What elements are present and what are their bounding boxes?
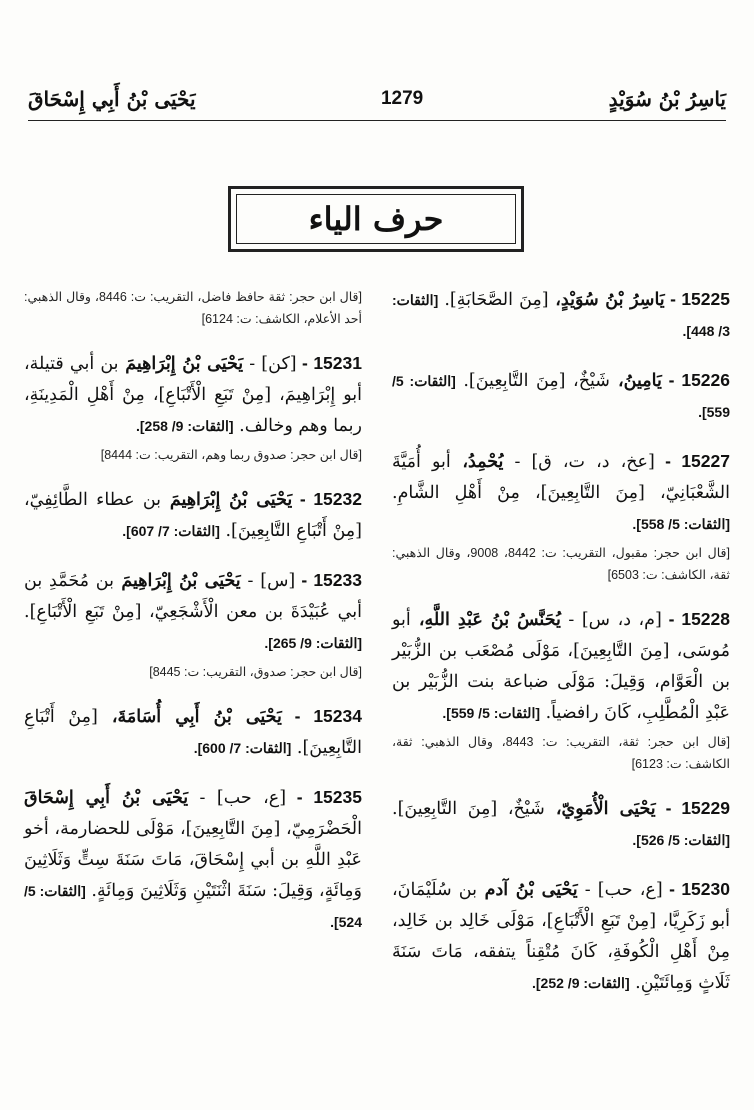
entry-number: 15233 - — [295, 570, 362, 590]
entry-reference: [الثقات: 5/ 559]. — [442, 705, 540, 721]
entry-item — [24, 348, 362, 466]
right-column — [392, 284, 730, 1017]
entry-reference: [الثقات: 9/ 258]. — [135, 418, 234, 434]
header-right-title: يَاسِرُ بْنُ سُوَيْدٍ — [608, 87, 726, 111]
entry-name: يَحْيَى بْنُ إِبْرَاهِيمَ — [161, 490, 293, 510]
running-header — [28, 84, 726, 114]
entry-text: [مِنَ الصَّحَابَةِ]. — [438, 290, 549, 310]
entry-number: 15232 - — [292, 489, 362, 509]
entry-name: يَامِينُ، — [609, 371, 662, 391]
entry-text: بن سُلَيْمَانَ، أبو زَكَرِيَّا، [مِنْ تَبَعِ الْأَتْبَاعِ]، مَوْلَى خَالِد بن خَالِد، مِنْ أَهْلِ الْكُوفَةِ، كَانَ مُتْقِناً يتفقه، مَاتَ سَنَةَ ثَلَاثٍ وَمِائَتَيْنِ. — [392, 880, 730, 993]
entry-reference: [الثقات: 9/ 265]. — [264, 635, 362, 651]
entry-text: بن عطاء الطَّائِفِيّ، [مِنْ أَتْبَاعِ التَّابِعِينَ]. — [24, 490, 362, 541]
entry-name: يُحَنَّسُ بْنُ عَبْدِ اللَّهِ، — [410, 610, 561, 630]
entry-body — [24, 484, 362, 547]
entry-item — [24, 701, 362, 764]
entry-item — [24, 286, 362, 330]
entry-reference: [الثقات: 7/ 600]. — [193, 740, 292, 756]
entry-codes: [ع، حب] - — [577, 880, 663, 900]
entry-name: يَحْيَى بْنُ إِبْرَاهِيمَ — [114, 571, 241, 591]
entry-body — [392, 446, 730, 540]
entry-item — [392, 793, 730, 856]
entry-text: بن أبي قتيلة، أبو إِبْرَاهِيمَ، [مِنْ تَبَعِ الْأَتْبَاعِ]، مِنْ أَهْلِ الْمَدِينَةِ، ربما وهم وخالف. — [24, 354, 362, 436]
entry-item — [24, 565, 362, 683]
entry-item — [392, 284, 730, 347]
entry-text: شَيْخٌ، [مِنَ التَّابِعِينَ]. — [392, 799, 545, 819]
entry-name: يَحْيَى بْنُ أَبِي إِسْحَاقَ — [24, 788, 189, 808]
entry-item — [392, 874, 730, 999]
entry-codes: [ع، حب] - — [188, 788, 287, 808]
entry-text: شَيْخٌ، [مِنَ التَّابِعِينَ]. — [455, 371, 610, 391]
entry-reference: [الثقات: 7/ 607]. — [122, 523, 220, 539]
entry-body — [392, 604, 730, 729]
entry-number: 15231 - — [296, 353, 362, 373]
entry-number: 15230 - — [662, 879, 730, 899]
entry-name: يَاسِرُ بْنُ سُوَيْدٍ، — [548, 290, 665, 310]
chapter-title-box — [228, 186, 524, 252]
entry-text: [مِنْ أَتْبَاعِ التَّابِعِينَ]. — [24, 707, 362, 758]
entry-reference: [الثقات: 5/ 526]. — [632, 832, 730, 848]
entry-text: الْحَضْرَمِيّ، [مِنَ التَّابِعِينَ]، مَوْلَى للحضارمة، أخو عَبْدِ اللَّهِ بن أبي إِسْحَاقَ، مَاتَ سَنَةَ سِتٍّ وَثَلَاثِينَ وَمِائَةٍ، وَقِيلَ: سَنَةَ اثْنَتَيْنِ وَثَلَاثِينَ وَمِائَةٍ. — [24, 819, 362, 901]
entry-note: [قال ابن حجر: ثقة حافظ فاضل، التقريب: ت: 8446، وقال الذهبي: أحد الأعلام، الكاشف: ت: 6124] — [24, 290, 362, 326]
entry-item — [392, 604, 730, 775]
entry-name: يُحْمِدُ، — [450, 452, 504, 472]
entry-number: 15227 - — [654, 451, 730, 471]
entry-body — [24, 782, 362, 938]
entry-text: أبو مُوسَى، [مِنَ التَّابِعِينَ]، مَوْلَى مُصْعَب بن الزُّبَيْر بن الْعَوَّام، وَقِيلَ: مَوْلَى ضباعة بنت الزُّبَيْر بن عَبْدِ الْمُطَّلِبِ، كَانَ رافضياً. — [392, 610, 730, 723]
entry-number: 15229 - — [655, 798, 730, 818]
header-divider — [28, 120, 726, 121]
entry-body — [392, 793, 730, 856]
entry-item — [392, 365, 730, 428]
entry-codes: [عخ، د، ت، ق] - — [503, 452, 655, 472]
entry-note: [قال ابن حجر: صدوق ربما وهم، التقريب: ت: 8444] — [100, 448, 362, 462]
entry-number: 15225 - — [664, 289, 730, 309]
entry-codes: [كن] - — [243, 354, 297, 374]
entry-body — [392, 284, 730, 347]
header-left-title: يَحْيَى بْنُ أَبِي إِسْحَاقَ — [28, 87, 196, 111]
left-column — [24, 284, 362, 956]
entry-reference: [الثقات: 5/ 559]. — [392, 373, 730, 420]
entry-codes: [م، د، س] - — [560, 610, 662, 630]
entry-body — [24, 565, 362, 659]
entry-item — [24, 484, 362, 547]
entry-note: [قال ابن حجر: صدوق، التقريب: ت: 8445] — [149, 665, 362, 679]
entry-number: 15226 - — [661, 370, 731, 390]
entry-reference: [الثقات: 9/ 252]. — [531, 975, 630, 991]
entry-note: [قال ابن حجر: ثقة، التقريب: ت: 8443، وقال الذهبي: ثقة، الكاشف: ت: 6123] — [392, 735, 730, 771]
entry-note: [قال ابن حجر: مقبول، التقريب: ت: 8442، 9008، وقال الذهبي: ثقة، الكاشف: ت: 6503] — [392, 546, 730, 582]
entry-number: 15235 - — [286, 787, 362, 807]
entry-reference: [الثقات: 5/ 524]. — [24, 883, 362, 930]
entry-text: أبو أُمَيَّةَ الشَّعْبَانِيّ، [مِنَ التَّابِعِينَ]، مِنْ أَهْلِ الشَّامِ. — [392, 452, 730, 503]
entry-name: يَحْيَى بْنُ إِبْرَاهِيمَ — [118, 354, 244, 374]
entry-body — [24, 701, 362, 764]
entry-codes: [س] - — [240, 571, 296, 591]
entry-reference: [الثقات: 3/ 448]. — [392, 292, 730, 339]
entry-body — [392, 874, 730, 999]
entry-name: يَحْيَى بْنُ أَبِي أُسَامَةَ، — [97, 707, 282, 727]
entry-name: يَحْيَى بْنُ آدم — [477, 880, 578, 900]
chapter-title: حرف الياء — [236, 194, 516, 244]
entry-body — [392, 365, 730, 428]
entry-body — [24, 348, 362, 442]
entry-number: 15234 - — [281, 706, 362, 726]
entry-item — [392, 446, 730, 586]
entry-text: بن مُحَمَّدِ بن أبي عُبَيْدَةَ بن معن الْأَشْجَعِيّ، [مِنْ تَبَعِ الْأَتْبَاعِ]. — [24, 571, 362, 622]
page-number: 1279 — [380, 88, 424, 109]
entry-reference: [الثقات: 5/ 558]. — [632, 516, 730, 532]
entry-name: يَحْيَى الْأُمَوِيّ، — [544, 799, 656, 819]
entry-number: 15228 - — [661, 609, 731, 629]
entry-item — [24, 782, 362, 938]
